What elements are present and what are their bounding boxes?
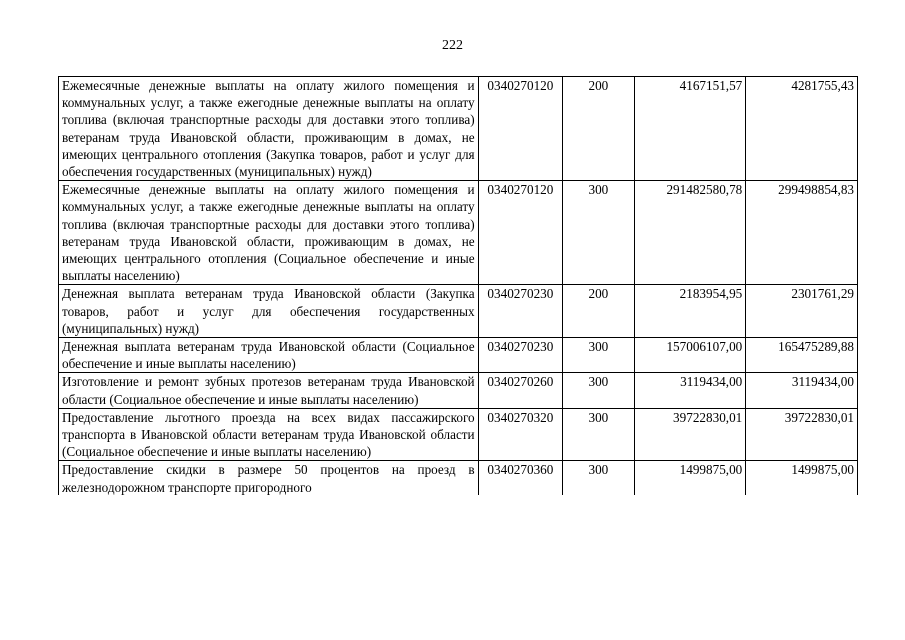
row-value-2: 1499875,00 [746, 461, 858, 496]
row-type: 300 [563, 461, 634, 496]
row-value-2: 3119434,00 [746, 373, 858, 408]
row-value-1: 291482580,78 [634, 181, 746, 285]
row-code: 0340270320 [478, 408, 563, 461]
row-code: 0340270120 [478, 181, 563, 285]
row-type: 200 [563, 285, 634, 338]
row-type: 300 [563, 373, 634, 408]
row-value-2: 299498854,83 [746, 181, 858, 285]
table-row [59, 338, 858, 373]
row-name: Денежная выплата ветеранам труда Ивановской области (Социальное обеспечение и иные выплаты населению) [59, 338, 479, 373]
row-type: 200 [563, 77, 634, 181]
page-number: 222 [442, 38, 463, 53]
table-row [59, 408, 858, 461]
row-code: 0340270230 [478, 285, 563, 338]
row-name: Ежемесячные денежные выплаты на оплату жилого помещения и коммунальных услуг, а также ежегодные денежные выплаты на оплату топлива (включая транспортные расходы для доставки этого топлива) ветеранам труда Ивановской области, проживающим в домах, не имеющих центрального отопления (Закупка товаров, работ и услуг для обеспечения государственных (муниципальных) нужд) [59, 77, 479, 181]
row-value-2: 2301761,29 [746, 285, 858, 338]
row-code: 0340270230 [478, 338, 563, 373]
row-type: 300 [563, 408, 634, 461]
row-value-2: 39722830,01 [746, 408, 858, 461]
table-row [59, 461, 858, 496]
row-code: 0340270360 [478, 461, 563, 496]
row-value-1: 1499875,00 [634, 461, 746, 496]
table-row [59, 373, 858, 408]
row-name: Изготовление и ремонт зубных протезов ветеранам труда Ивановской области (Социальное обеспечение и иные выплаты населению) [59, 373, 479, 408]
row-code: 0340270260 [478, 373, 563, 408]
table-row [59, 77, 858, 181]
table-row [59, 181, 858, 285]
table-row [59, 285, 858, 338]
row-type: 300 [563, 181, 634, 285]
row-value-2: 165475289,88 [746, 338, 858, 373]
row-value-2: 4281755,43 [746, 77, 858, 181]
row-value-1: 157006107,00 [634, 338, 746, 373]
row-name: Ежемесячные денежные выплаты на оплату жилого помещения и коммунальных услуг, а также ежегодные денежные выплаты на оплату топлива (включая транспортные расходы для доставки этого топлива) ветеранам труда Ивановской области, проживающим в домах, не имеющих центрального отопления (Социальное обеспечение и иные выплаты населению) [59, 181, 479, 285]
row-value-1: 2183954,95 [634, 285, 746, 338]
row-name-text: Предоставление скидки в размере 50 процентов на проезд в железнодорожном транспорте пригородного [62, 462, 475, 495]
row-name: Денежная выплата ветеранам труда Ивановской области (Закупка товаров, работ и услуг для обеспечения государственных (муниципальных) нужд) [59, 285, 479, 338]
budget-table [58, 76, 858, 495]
row-name: Предоставление льготного проезда на всех видах пассажирского транспорта в Ивановской области ветеранам труда Ивановской области (Социальное обеспечение и иные выплаты населению) [59, 408, 479, 461]
row-value-1: 39722830,01 [634, 408, 746, 461]
row-value-1: 4167151,57 [634, 77, 746, 181]
row-value-1: 3119434,00 [634, 373, 746, 408]
row-name [59, 461, 479, 496]
row-code: 0340270120 [478, 77, 563, 181]
row-type: 300 [563, 338, 634, 373]
